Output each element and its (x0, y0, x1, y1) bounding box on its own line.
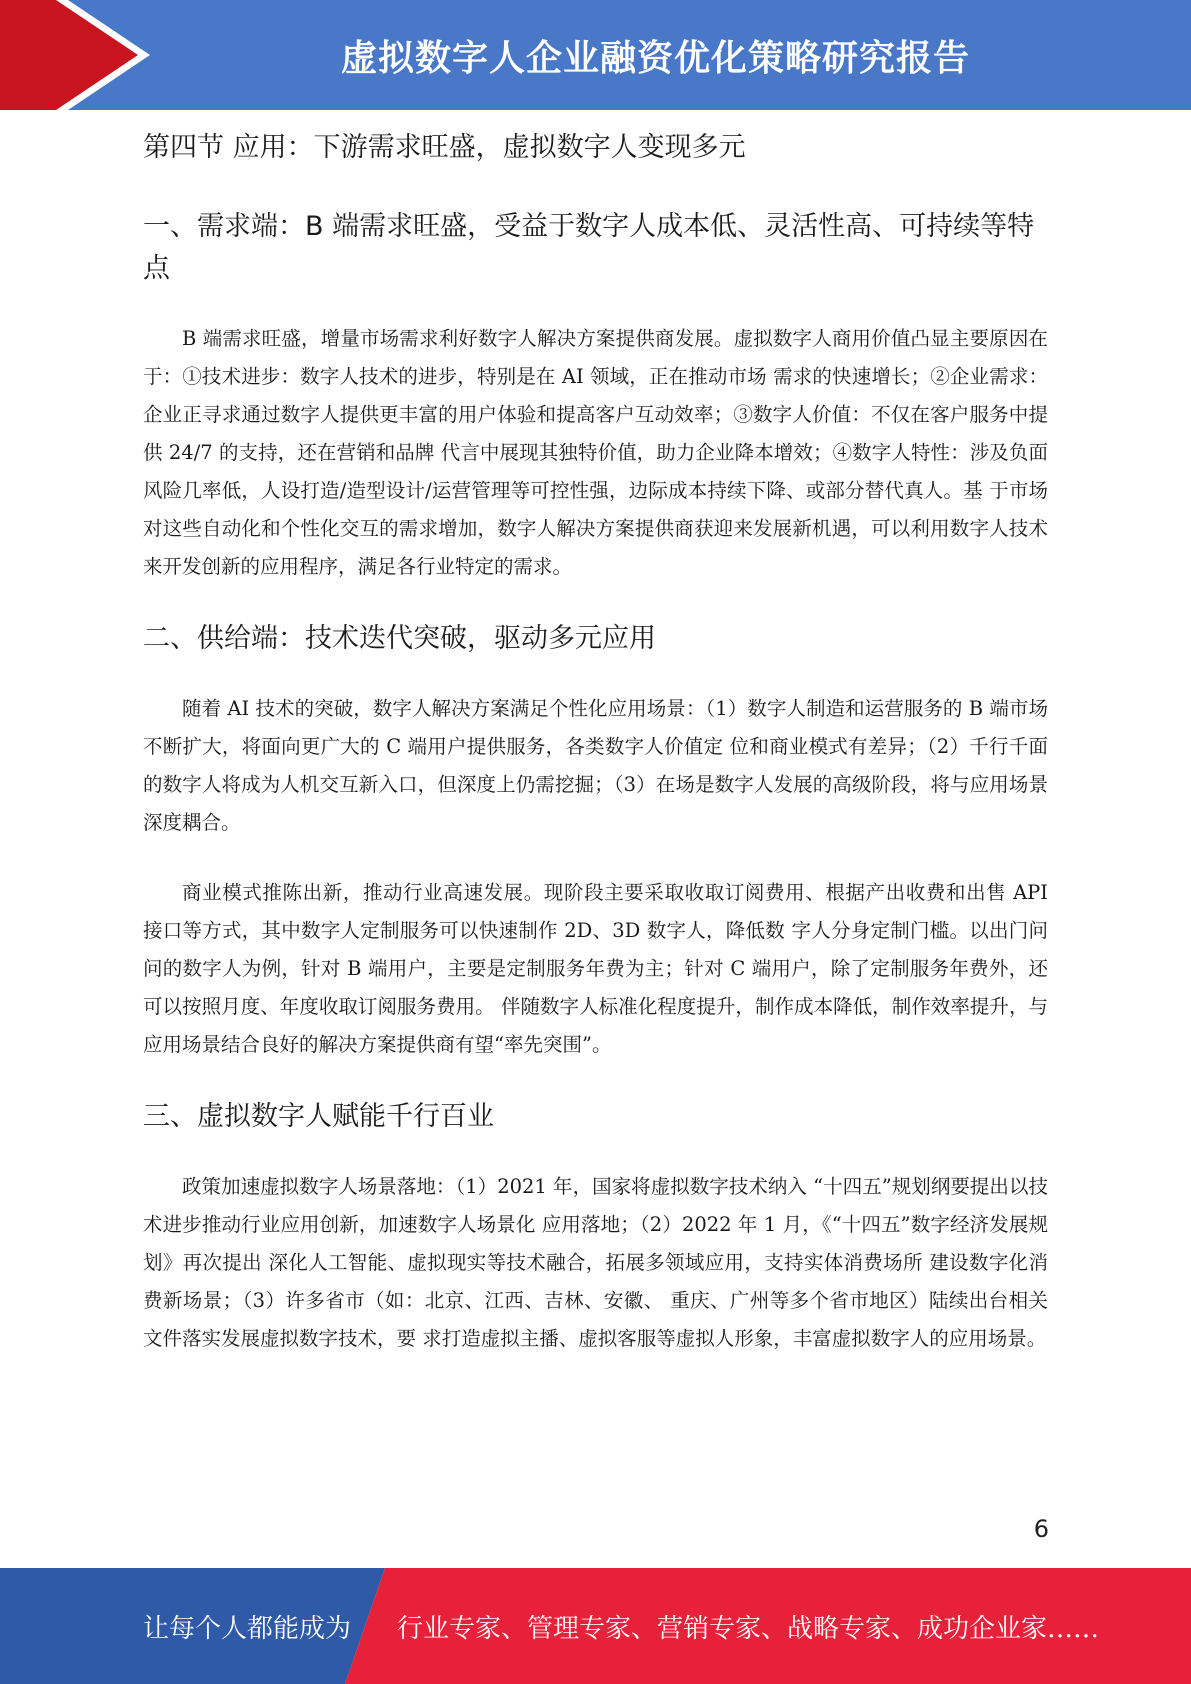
page-number: 6 (1033, 1515, 1049, 1543)
subsection-heading-supply: 二、供给端：技术迭代突破，驱动多元应用 (143, 623, 656, 654)
footer-slogan-right: 行业专家、管理专家、营销专家、战略专家、成功企业家…… (397, 1613, 1100, 1644)
paragraph-supply-1: 随着 AI 技术的突破，数字人解决方案满足个性化应用场景：（1）数字人制造和运营服务的 B 端市场不断扩大，将面向更广大的 C 端用户提供服务，各类数字人价值定 位和商业模式有差异；（2）千行千面的数字人将成为人机交互新入口，但深度上仍需挖掘；（3）在场是数字人发展的高级阶段，将与应用场景深度耦合。 (143, 697, 1048, 834)
paragraph-industries: 政策加速虚拟数字人场景落地：（1）2021 年，国家将虚拟数字技术纳入 “十四五”规划纲要提出以技术进步推动行业应用创新，加速数字人场景化 应用落地；（2）2022 年 1 月，《“十四五”数字经济发展规划》再次提出 深化人工智能、虚拟现实等技术融合，拓展多领域应用，支持实体消费场所 建设数字化消费新场景；（3）许多省市（如：北京、江西、吉林、安徽、 重庆、广州等多个省市地区）陆续出台相关文件落实发展虚拟数字技术，要 求打造虚拟主播、虚拟客服等虚拟人形象，丰富虚拟数字人的应用场景。 (143, 1175, 1048, 1350)
footer-slogan-left: 让每个人都能成为 (143, 1613, 352, 1644)
report-title: 虚拟数字人企业融资优化策略研究报告 (340, 37, 970, 79)
paragraph-supply-2: 商业模式推陈出新，推动行业高速发展。现阶段主要采取收取订阅费用、根据产出收费和出售 API 接口等方式，其中数字人定制服务可以快速制作 2D、3D 数字人，降低数 字人分身定制门槛。以出门问问的数字人为例，针对 B 端用户，主要是定制服务年费为主；针对 C 端用户，除了定制服务年费外，还可以按照月度、年度收取订阅服务费用。 伴随数字人标准化程度提升，制作成本降低，制作效率提升，与应用场景结合良好的解决方案提供商有望“率先突围”。 (143, 881, 1048, 1056)
page-footer (0, 1568, 1191, 1684)
page-content (143, 128, 1048, 1390)
subsection-heading-demand: 一、需求端：B 端需求旺盛，受益于数字人成本低、灵活性高、可持续等特点 (143, 211, 1035, 284)
page-header (0, 0, 1191, 110)
paragraph-demand: B 端需求旺盛，增量市场需求利好数字人解决方案提供商发展。虚拟数字人商用价值凸显主要原因在于：①技术进步：数字人技术的进步，特别是在 AI 领域，正在推动市场 需求的快速增长；②企业需求：企业正寻求通过数字人提供更丰富的用户体验和提高客户互动效率；③数字人价值：不仅在客户服务中提供 24/7 的支持，还在营销和品牌 代言中展现其独特价值，助力企业降本增效；④数字人特性：涉及负面风险几率低，人设打造/造型设计/运营管理等可控性强，边际成本持续下降、或部分替代真人。基 于市场对这些自动化和个性化交互的需求增加，数字人解决方案提供商获迎来发展新机遇，可以利用数字人技术来开发创新的应用程序，满足各行业特定的需求。 (143, 327, 1048, 578)
subsection-heading-industries: 三、虚拟数字人赋能千行百业 (143, 1101, 494, 1132)
header-arrow-icon (0, 0, 160, 110)
section-title: 第四节 应用：下游需求旺盛，虚拟数字人变现多元 (143, 132, 746, 163)
